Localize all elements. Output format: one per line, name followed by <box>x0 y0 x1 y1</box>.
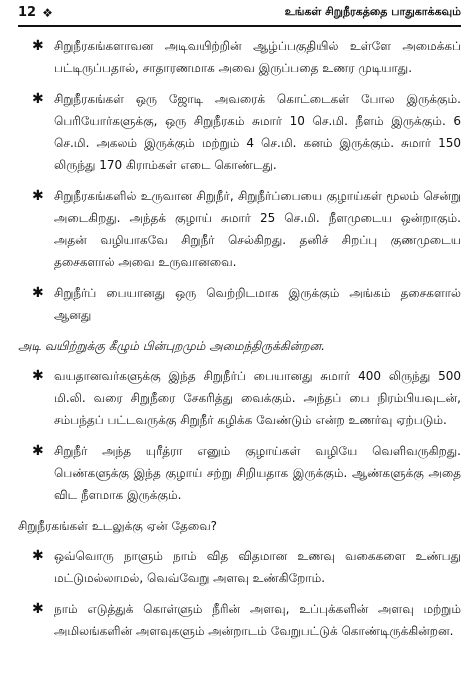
asterisk-bullet-icon: ✱ <box>32 91 44 107</box>
list-item-text: சிறுநீர்ப் பையானது ஒரு வெற்றிடமாக இருக்கும் அங்கம் தசைகளால் ஆனது <box>54 286 461 322</box>
list-item-text: வயதானவர்களுக்கு இந்த சிறுநீர்ப் பையானது சுமார் 400 லிருந்து 500 மி.லி. வரை சிறுநீரை சேகரித்து வைக்கும். அந்தப் பை நிரம்பியவுடன், சம்பந்தப் பட்டவருக்கு சிறுநீர் கழிக்க வேண்டும் என்ற உணர்வு ஏற்படும். <box>54 369 461 427</box>
list-item <box>18 35 461 79</box>
asterisk-bullet-icon: ✱ <box>32 188 44 204</box>
list-item <box>18 365 461 431</box>
list-item <box>18 440 461 506</box>
asterisk-bullet-icon: ✱ <box>32 38 44 54</box>
list-item <box>18 282 461 326</box>
asterisk-bullet-icon: ✱ <box>32 548 44 564</box>
list-item-text: நாம் எடுத்துக் கொள்ளும் நீரின் அளவு, உப்புக்களின் அளவு மற்றும் அமிலங்களின் அளவுகளும் அன்றாடம் வேறுபட்டுக் கொண்டிருக்கின்றன. <box>54 602 461 638</box>
asterisk-bullet-icon: ✱ <box>32 443 44 459</box>
list-item-text: சிறுநீர் அந்த யுரீத்ரா எனும் குழாய்கள் வழியே வெளிவருகிறது. பெண்களுக்கு இந்த குழாய் சற்று சிறியதாக இருக்கும். ஆண்களுக்கு அதை விட நீளமாக இருக்கும். <box>54 444 461 502</box>
italic-note: அடி வயிற்றுக்கு கீழும் பின்புறமும் அமைந்திருக்கின்றன. <box>18 339 325 353</box>
asterisk-bullet-icon: ✱ <box>32 368 44 384</box>
asterisk-bullet-icon: ✱ <box>32 601 44 617</box>
list-item-text: சிறுநீரகங்களில் உருவான சிறுநீர், சிறுநீர்ப்பையை குழாய்கள் மூலம் சென்று அடைகிறது. அந்தக் குழாய் சுமார் 25 செ.மி. நீளமுடைய ஒன்றாகும். அதன் வழியாகவே சிறுநீர் செல்கிறது. தனிச் சிறப்பு குணமுடைய தசைகளால் அவை உருவானவை. <box>54 189 461 269</box>
page-content <box>18 35 461 642</box>
list-item <box>18 598 461 642</box>
list-item <box>18 185 461 273</box>
list-item <box>18 545 461 589</box>
list-item-text: ஒவ்வொரு நாளும் நாம் வித விதமான உணவு வகைகளை உண்பது மட்டுமல்லாமல், வெவ்வேறு அளவு உண்கிறோம். <box>54 549 461 585</box>
list-item-text: சிறுநீரகங்களாவன அடிவயிற்றின் ஆழ்ப்பகுதியில் உள்ளே அமைக்கப் பட்டிருப்பதால், சாதாரணமாக அவை இருப்பதை உணர முடியாது. <box>54 39 461 75</box>
running-title: உங்கள் சிறுநீரகத்தை பாதுகாக்கவும் <box>284 5 461 18</box>
page-header <box>18 0 461 27</box>
list-item-text: சிறுநீரகங்கள் ஒரு ஜோடி அவரைக் கொட்டைகள் போல இருக்கும். பெரியோர்களுக்கு, ஒரு சிறுநீரகம் சுமார் 10 செ.மி. நீளம் இருக்கும். 6 செ.மி. அகலம் இருக்கும் மற்றும் 4 செ.மி. கனம் இருக்கும். சுமார் 150 லிருந்து 170 கிராம்கள் எடை கொண்டது. <box>54 92 461 172</box>
ornament-icon: ❖ <box>42 5 53 20</box>
page-number: 12 <box>18 5 37 20</box>
asterisk-bullet-icon: ✱ <box>32 285 44 301</box>
list-item <box>18 88 461 176</box>
section-heading: சிறுநீரகங்கள் உடலுக்கு ஏன் தேவை? <box>18 519 218 533</box>
